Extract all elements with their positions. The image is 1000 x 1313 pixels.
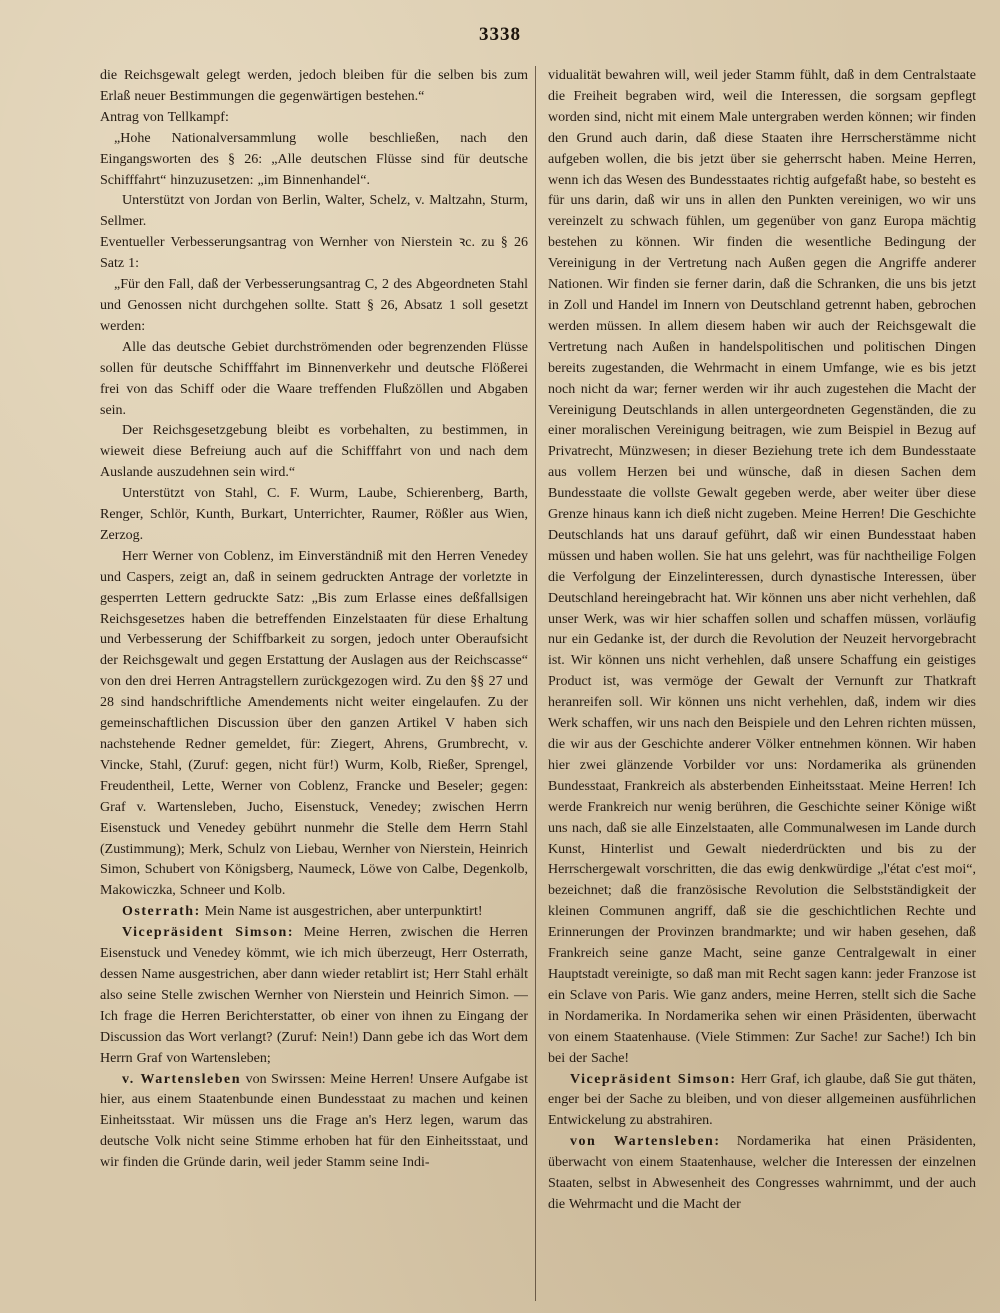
paragraph-text: Unterstützt von Stahl, C. F. Wurm, Laube, Schierenberg, Barth, Renger, Schlör, Kunth, Burkart, Unterrichter, Raumer, Rößler aus Wien, Zerzog. — [100, 486, 528, 543]
speaker-name: Vicepräsident Simson: — [570, 1071, 737, 1087]
text-paragraph — [100, 338, 528, 422]
text-paragraph — [100, 66, 528, 108]
paragraph-text: vidualität bewahren will, weil jeder Stamm fühlt, daß in dem Centralstaate die Freiheit begraben wird, weil die Interessen, die sorgsam gepflegt worden sind, nicht mit einem Male untergraben werden können; wir finden den Grund auch darin, daß diese Staaten ihre Herrscherstämme nicht aufgeben wollen, die bis jetzt über sie geherrscht haben. Meine Herren, wenn ich das Wesen des Bundesstaates richtig aufgefaßt habe, so besteht es für uns darin, daß wir uns in allen den Punkten vereinigen, wo wir uns vereinzelt zu schwach fühlen, um gegenüber von ganz Europa mächtig bestehen zu können. Wir finden die wesentliche Bedingung der Vereinigung in der Vertretung nach Außen gegen die Angriffe anderer Nationen. Wir finden sie ferner darin, daß die Schranken, die uns bis jetzt in Zoll und Handel im Innern von Deutschland getrennt haben, gebrochen werden müssen. In allem diesem haben wir auch der Reichsgewalt die Vertretung nach Außen in handelspolitischen und politischen Dingen bereits zugestanden, die Wehrmacht in einem Umfange, wie es bis jetzt noch nicht da war; ferner werden wir ihr auch zugestehen die Macht der Vereinigung Deutschlands in allen untergeordneten Gegenständen, die zu einer moralischen Vereinigung beitragen, wie zum Beispiel in Bezug auf Privatrecht, Münzwesen; in dieser Beziehung trete ich dem Bundesstaate aus vollem Herzen bei und wünsche, daß in diesen Sachen dem Bundesstaate die vollste Gewalt gegeben werde, aber weiter über diese Grenze hinaus kann ich dieß nicht zugeben. Meine Herren! Die Geschichte Deutschlands hat uns darauf geführt, daß wir einen Bundesstaat haben müssen und haben wollen. Sie hat uns gelehrt, was für nachtheilige Folgen die Verfolgung der Einzelinteressen, durch dynastische Interessen, über Deutschland hereingebracht hat. Wir können uns aber nicht verhehlen, daß unser Werk, was wir hier schaffen sollen und schaffen müssen, vorläufig nur ein Gedanke ist, der durch die Revolution der Neuzeit hervorgebracht ist. Wir können uns nicht verhehlen, daß unsere Schaffung ein geistiges Product ist, was vermöge der Gewalt der Vernunft zur Thatkraft heranreifen soll. Wir können uns nicht verhehlen, daß, indem wir dies Werk schaffen, wir uns nach den Beispiele und den Lehren richten müssen, die wir aus der Geschichte anderer Völker entnehmen können. Wir haben hier zwei glänzende Vorbilder vor uns: Nordamerika als grünenden Bundesstaat, Frankreich als absterbenden Einheitsstaat. Meine Herren! Ich werde Frankreich nur wenig berühren, die Geschichte seiner Könige wißt uns nach, daß sie alle Einzelstaaten, alle Communalwesen im Lande durch Kunst, Hinterlist und Gewalt niederdrückten und bis zu der Herrschergewalt vorschritten, die das ewig denkwürdige „l'état c'est moi“, bezeichnet; daß die französische Revolution die Selbstständigkeit der kleinen Communen angriff, daß sie die geschichtlichen Rechte und Erinnerungen der Provinzen brandmarkte; und wir haben gesehen, daß Frankreich seine ganze Macht, seine ganze Centralgewalt in einer Hauptstadt vereinigte, so daß man mit Recht sagen kann: jeder Franzose ist ein Sclave von Paris. Wie ganz anders, meine Herren, stellt sich die Sache in Nordamerika. In Nordamerika sehen wir einen Präsidenten, überwacht von einem Staatenhause. (Viele Stimmen: Zur Sache! zur Sache!) Ich bin bei der Sache! — [548, 68, 976, 1066]
speech-paragraph — [100, 902, 528, 923]
right-column — [548, 66, 976, 1301]
paragraph-text: Der Reichsgesetzgebung bleibt es vorbehalten, zu bestimmen, in wieweit diese Befreiung auch auf die Schifffahrt von und nach dem Auslande auszudehnen sein wird.“ — [100, 423, 528, 481]
speech-paragraph — [548, 1132, 976, 1216]
speaker-name: von Wartensleben: — [570, 1134, 721, 1150]
text-paragraph — [100, 191, 528, 233]
paragraph-text: „Hohe Nationalversammlung wolle beschließen, nach den Eingangsworten des § 26: „Alle deutschen Flüsse sind für deutsche Schifffahrt“ hinzuzusetzen: „im Binnenhandel“. — [100, 130, 528, 188]
column-divider — [535, 66, 536, 1301]
paragraph-text: Mein Name ist ausgestrichen, aber unterpunktirt! — [204, 904, 483, 920]
paragraph-text: Antrag von Tellkampf: — [100, 109, 229, 125]
text-paragraph — [100, 233, 528, 275]
left-column — [100, 66, 528, 1301]
text-paragraph — [548, 66, 976, 1070]
text-paragraph — [100, 129, 528, 192]
text-columns — [100, 66, 980, 1301]
text-paragraph — [100, 108, 528, 129]
speech-paragraph — [100, 1070, 528, 1175]
paragraph-text: Meine Herren, zwischen die Herren Eisenstuck und Venedey kömmt, wie ich mich überzeugt, Herr Osterrath, dessen Name ausgestrichen, aber dann wieder retablirt ist; Herr Stahl erhält also seine Stelle zwischen Wernher von Nierstein und Heinrich Simon. — Ich frage die Herren Berichterstatter, ob einer von ihnen zu Eingang der Discussion das Wort verlangt? (Zuruf: Nein!) Dann gebe ich das Wort dem Herrn Graf von Wartensleben; — [100, 925, 528, 1066]
speech-paragraph — [548, 1070, 976, 1133]
text-paragraph — [100, 421, 528, 484]
page-number: 3338 — [479, 24, 521, 45]
paragraph-text: Alle das deutsche Gebiet durchströmenden oder begrenzenden Flüsse sollen für deutsche Schifffahrt im Binnenverkehr und deutsche Flößerei frei von das Schiff oder die Waare treffenden Flußzöllen und Abgaben sein. — [100, 339, 528, 418]
paragraph-text: Eventueller Verbesserungsantrag von Wernher von Nierstein ꝛc. zu § 26 Satz 1: — [100, 235, 528, 272]
speaker-name: v. Wartensleben — [122, 1071, 241, 1087]
speech-paragraph — [100, 923, 528, 1069]
paragraph-text: Nordamerika hat einen Präsidenten, überwacht von einem Staatenhause, welcher die Interessen der einzelnen Staaten, selbst in Abwesenheit des Congresses wahrnimmt, und der auch die Wehrmacht und die Macht der — [548, 1134, 976, 1212]
text-paragraph — [100, 547, 528, 902]
paragraph-text: von Swirssen: Meine Herren! Unsere Aufgabe ist hier, aus einem Staatenbunde einen Bundesstaat zu machen und keinen Einheitsstaat. Wir müssen uns die Frage an's Herz legen, warum das deutsche Volk nicht seine Stimme erhoben hat für den Einheitsstaat, und wir finden die Gründe darin, weil jeder Stamm seine Indi- — [100, 1071, 528, 1171]
paragraph-text: „Für den Fall, daß der Verbesserungsantrag C, 2 des Abgeordneten Stahl und Genossen nicht durchgehen sollte. Statt § 26, Absatz 1 soll gesetzt werden: — [100, 277, 528, 334]
paragraph-text: Herr Werner von Coblenz, im Einverständniß mit den Herren Venedey und Caspers, zeigt an, daß in seinem gedruckten Antrage der vorletzte in gesperrten Lettern gedruckte Satz: „Bis zum Erlasse eines deßfallsigen Reichsgesetzes haben die betreffenden Einzelstaaten für diese Erhaltung und Verbesserung der Schiffbarkeit zu sorgen, jedoch unter Oberaufsicht der Reichsgewalt und gegen Erstattung der Auslagen aus der Reichscasse“ von den drei Herren Antragstellern zurückgezogen wird. Zu den §§ 27 und 28 sind handschriftliche Amendements nicht weiter eingelaufen. Zu der gemeinschaftlichen Discussion über den ganzen Artikel V haben sich nachstehende Redner gemeldet, für: Ziegert, Ahrens, Grumbrecht, v. Vincke, Stahl, (Zuruf: gegen, nicht für!) Wurm, Kolb, Rießer, Sprengel, Freudentheil, Lette, Werner von Coblenz, Francke und Beseler; gegen: Graf v. Wartensleben, Jucho, Eisenstuck, Venedey; zwischen Herrn Eisenstuck und Venedey gebührt nunmehr die Stelle dem Herrn Stahl (Zustimmung); Merk, Schulz von Liebau, Wernher von Nierstein, Heinrich Simon, Schubert von Königsberg, Naumeck, Löwe von Calbe, Degenkolb, Makowiczka, Schneer und Kolb. — [100, 548, 528, 899]
paragraph-text: Unterstützt von Jordan von Berlin, Walter, Schelz, v. Maltzahn, Sturm, Sellmer. — [100, 193, 528, 230]
text-paragraph — [100, 484, 528, 547]
paragraph-text: die Reichsgewalt gelegt werden, jedoch bleiben für die selben bis zum Erlaß neuer Bestimmungen die gegenwärtigen bestehen.“ — [100, 68, 528, 104]
paragraph-text: Herr Graf, ich glaube, daß Sie gut thäten, enger bei der Sache zu bleiben, und von dieser allgemeinen ausführlichen Entwickelung zu abstrahiren. — [548, 1071, 976, 1129]
speaker-name: Vicepräsident Simson: — [122, 925, 294, 941]
speaker-name: Osterrath: — [122, 904, 201, 920]
text-paragraph — [100, 275, 528, 338]
